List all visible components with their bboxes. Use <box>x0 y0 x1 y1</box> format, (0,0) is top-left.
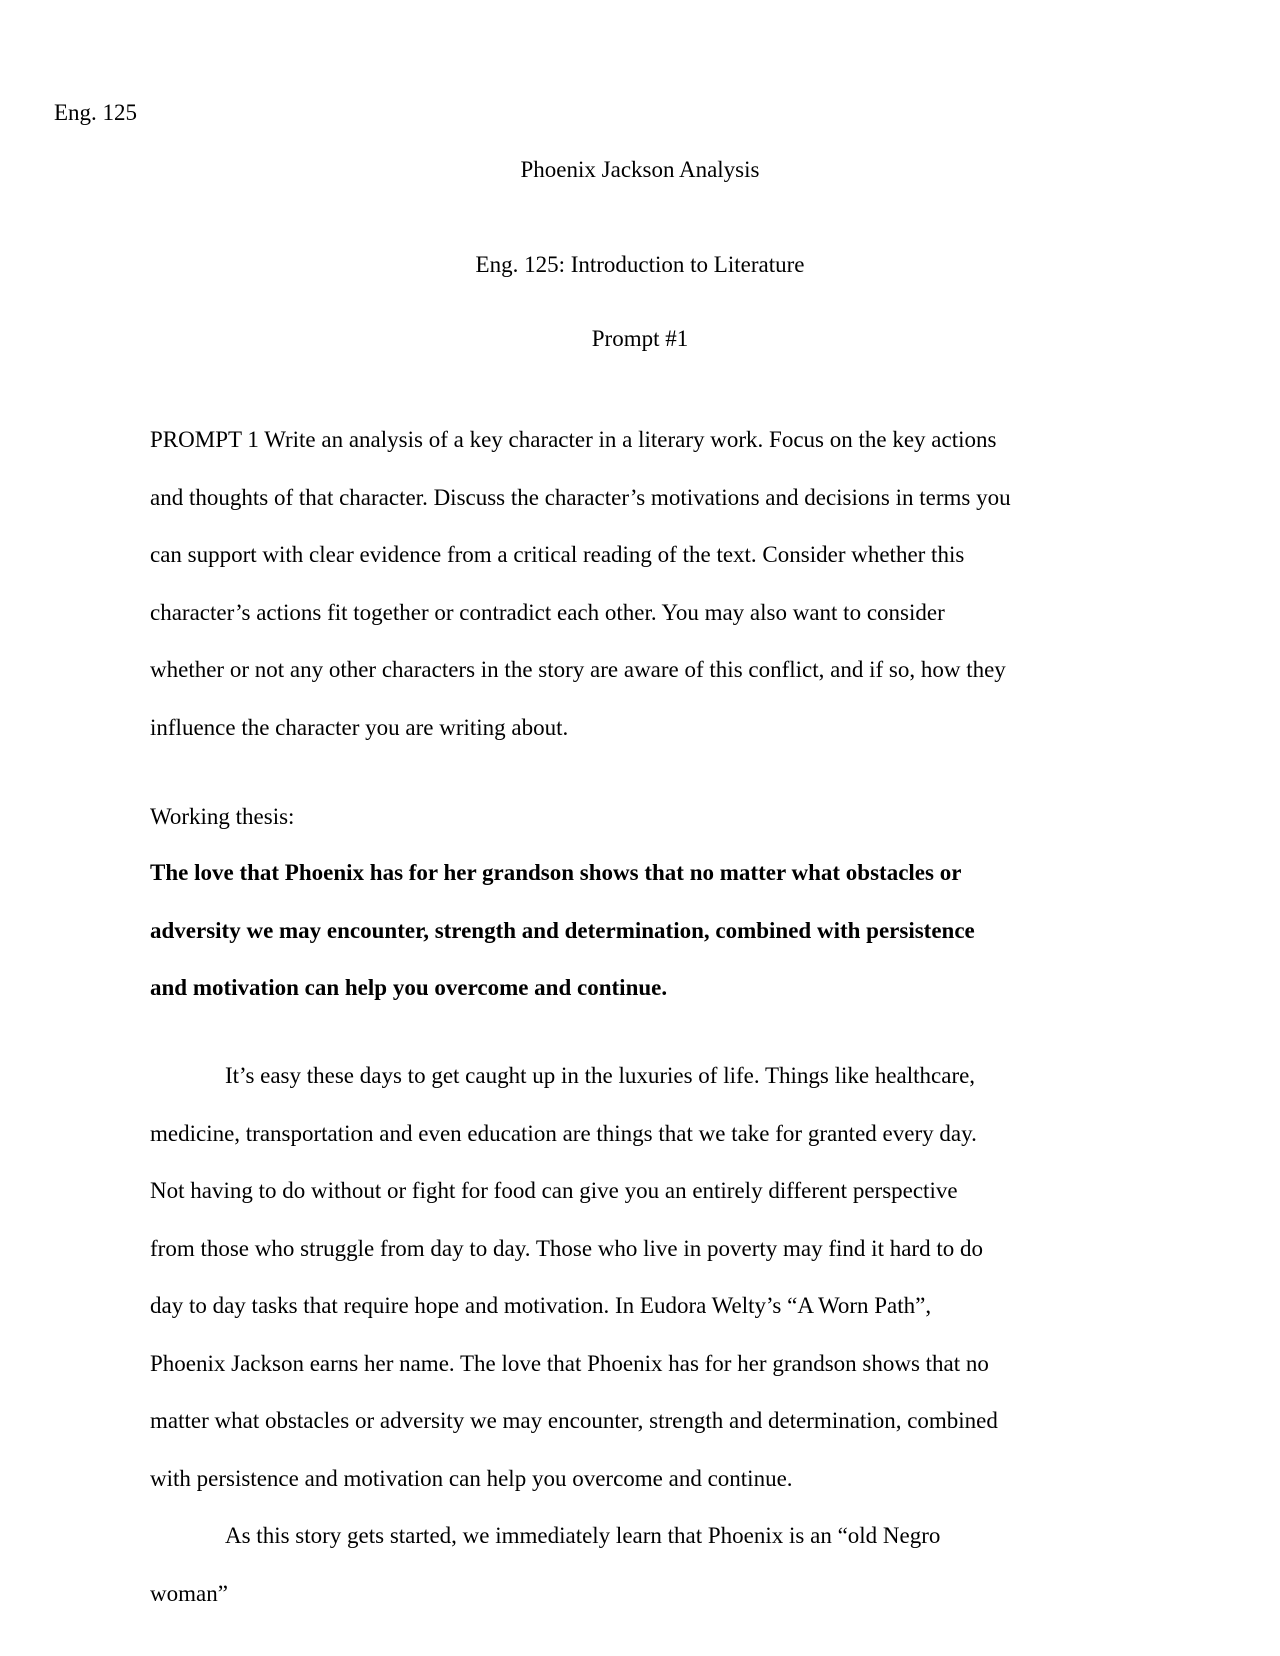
essay-line: Not having to do without or fight for food can give you an entirely different perspective <box>150 1178 958 1203</box>
essay-line: medicine, transportation and even education are things that we take for granted every day. <box>150 1120 977 1146</box>
essay-line: with persistence and motivation can help you overcome and continue. <box>150 1465 793 1491</box>
essay-line: woman” <box>150 1580 228 1606</box>
essay-line: It’s easy these days to get caught up in the luxuries of life. Things like healthcare, <box>225 1063 976 1088</box>
essay-line: from those who struggle from day to day. Those who live in poverty may find it hard to do <box>150 1235 983 1261</box>
essay-line: day to day tasks that require hope and motivation. In Eudora Welty’s “A Worn Path”, <box>150 1293 932 1318</box>
prompt-line: PROMPT 1 Write an analysis of a key character in a literary work. Focus on the key actions <box>150 427 997 452</box>
prompt-line: whether or not any other characters in the story are aware of this conflict, and if so, how they <box>150 657 1006 682</box>
document-title: Phoenix Jackson Analysis <box>520 157 760 182</box>
prompt-paragraph <box>150 425 1150 770</box>
prompt-line: influence the character you are writing about. <box>150 714 569 740</box>
prompt-line: and thoughts of that character. Discuss the character’s motivations and decisions in terms you <box>150 484 1011 510</box>
thesis-line: adversity we may encounter, strength and determination, combined with persistence <box>150 917 975 943</box>
thesis-statement <box>150 858 1150 1031</box>
essay-line: As this story gets started, we immediately learn that Phoenix is an “old Negro <box>225 1523 941 1548</box>
essay-line: Phoenix Jackson earns her name. The love that Phoenix has for her grandson shows that no <box>150 1350 989 1376</box>
thesis-line: and motivation can help you overcome and continue. <box>150 975 668 1000</box>
essay-body <box>150 1061 1150 1636</box>
essay-line: matter what obstacles or adversity we may encounter, strength and determination, combined <box>150 1408 998 1433</box>
prompt-number: Prompt #1 <box>591 326 689 351</box>
prompt-line: can support with clear evidence from a critical reading of the text. Consider whether this <box>150 542 965 567</box>
thesis-label: Working thesis: <box>150 804 295 829</box>
thesis-line: The love that Phoenix has for her grandson shows that no matter what obstacles or <box>150 860 962 885</box>
course-code-header: Eng. 125 <box>54 100 138 125</box>
prompt-line: character’s actions fit together or contradict each other. You may also want to consider <box>150 599 945 625</box>
course-name: Eng. 125: Introduction to Literature <box>475 252 805 277</box>
